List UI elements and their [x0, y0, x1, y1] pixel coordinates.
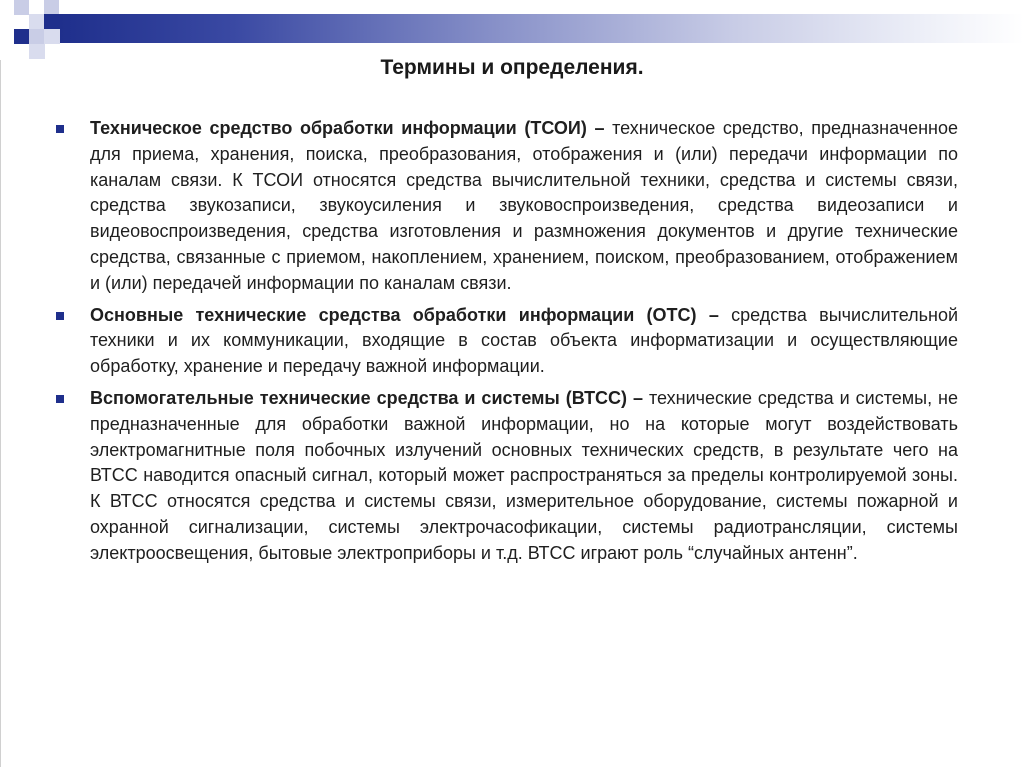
decor-square — [29, 14, 45, 30]
term-label: Основные технические средства обработки информации (ОТС) – — [90, 304, 719, 325]
term-label: Вспомогательные технические средства и системы (ВТСС) – — [90, 387, 644, 408]
decor-square — [14, 0, 29, 15]
list-item — [50, 116, 958, 297]
list-item — [50, 386, 958, 567]
decor-square — [29, 29, 45, 44]
square-bullet-icon — [56, 312, 64, 320]
definitions-list — [50, 116, 958, 573]
decor-square — [44, 29, 60, 44]
term-definition: средства вычислительной техники и их коммуникации, входящие в состав объекта информатизации и осуществляющие обработку, хранение и передачу важной информации. — [90, 304, 959, 377]
term-definition: техническое средство, предназначенное для приема, хранения, поиска, преобразования, отображения и (или) передачи информации по каналам связи. К ТСОИ относятся средства вычислительной техники, средства и системы связи, средства звукозаписи, звукоусиления и звуковоспроизведения, средства видеозаписи и видеовоспроизведения, средства изготовления и размножения документов и другие технические средства, связанные с приемом, накоплением, хранением, поиском, преобразованием, отображением и (или) передачей информации по каналам связи. — [90, 118, 958, 293]
term-definition: технические средства и системы, не предназначенные для обработки важной информации, но на которые могут воздействовать электромагнитные поля побочных излучений основных технических средств, в результате чего на ВТСС наводится опасный сигнал, который может распространяться за пределы контролируемой зоны. К ВТСС относятся средства и системы связи, измерительное оборудование, системы пожарной и охранной сигнализации, системы электрочасофикации, системы радиотрансляции, системы электроосвещения, бытовые электроприборы и т.д. ВТСС играют роль “случайных антенн”. — [90, 387, 958, 563]
header-gradient-bar — [60, 14, 1024, 43]
square-bullet-icon — [56, 125, 64, 133]
decor-square — [14, 29, 29, 44]
slide-title: Термины и определения. — [380, 56, 644, 79]
term-label: Техническое средство обработки информации (ТСОИ) – — [90, 118, 605, 138]
square-bullet-icon — [56, 395, 64, 403]
list-item — [50, 303, 958, 380]
decor-square — [44, 0, 59, 15]
left-divider — [0, 60, 1, 767]
decor-square — [44, 14, 60, 30]
